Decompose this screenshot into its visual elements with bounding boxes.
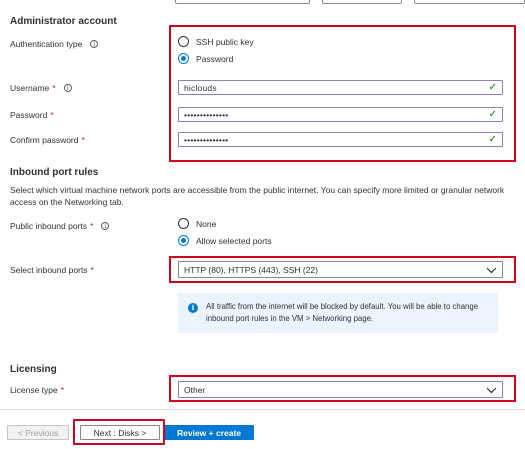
info-icon[interactable]: i [90, 40, 98, 48]
public-ports-label-text: Public inbound ports [10, 221, 88, 231]
select-ports-label-text: Select inbound ports [10, 265, 88, 275]
required-mark: * [90, 265, 94, 275]
next-disks-button[interactable]: Next : Disks > [80, 425, 160, 440]
radio-button[interactable] [178, 218, 189, 229]
public-radio-none-label: None [196, 218, 217, 229]
review-create-button[interactable]: Review + create [164, 425, 254, 440]
info-circle-icon: i [188, 303, 198, 313]
select-ports-value: HTTP (80), HTTPS (443), SSH (22) [184, 264, 318, 275]
select-ports-label [10, 265, 94, 275]
previous-button[interactable]: < Previous [7, 425, 69, 440]
password-value: •••••••••••••• [184, 109, 229, 120]
inbound-description: Select which virtual machine network ports are accessible from the public internet. You can specify more limited or granular network access on the Networking tab. [10, 185, 505, 207]
info-icon[interactable]: i [101, 222, 109, 230]
public-ports-label [10, 221, 109, 231]
required-mark: * [50, 110, 54, 120]
confirm-password-value: •••••••••••••• [184, 134, 229, 145]
confirm-password-label [10, 135, 85, 145]
highlight-license-type [169, 375, 516, 402]
public-radio-allow[interactable] [178, 235, 272, 246]
licensing-section-title: Licensing [10, 364, 57, 375]
license-type-label [10, 385, 64, 395]
license-type-value: Other [184, 384, 206, 395]
top-cropped-field-1 [175, 0, 310, 4]
highlight-select-ports [169, 256, 516, 283]
username-label [10, 83, 72, 93]
check-icon: ✓ [488, 81, 497, 93]
confirm-password-label-text: Confirm password [10, 135, 79, 145]
required-mark: * [81, 135, 85, 145]
top-cropped-field-2 [322, 0, 402, 4]
footer-divider [0, 409, 525, 410]
required-mark: * [52, 83, 56, 93]
username-label-text: Username [10, 83, 50, 93]
username-value: hiclouds [184, 82, 217, 93]
required-mark: * [60, 385, 65, 395]
info-message-text: All traffic from the internet will be blocked by default. You will be able to change inbound port rules in the VM > Networking page. [206, 302, 479, 323]
required-mark: * [90, 221, 94, 231]
auth-radio-ssh-label: SSH public key [196, 36, 254, 47]
auth-type-label-text: Authentication type [10, 39, 83, 49]
public-radio-allow-label: Allow selected ports [196, 235, 272, 246]
auth-type-label [10, 39, 98, 49]
check-icon: ✓ [488, 133, 497, 145]
password-label [10, 110, 54, 120]
password-label-text: Password [10, 110, 48, 120]
inbound-section-title: Inbound port rules [10, 167, 99, 178]
highlight-next-button [73, 419, 165, 445]
highlight-admin-fields [169, 25, 516, 162]
license-type-label-text: License type [10, 385, 58, 395]
radio-button-selected[interactable] [178, 235, 189, 246]
public-radio-none[interactable] [178, 218, 216, 229]
info-icon[interactable]: i [64, 84, 72, 92]
info-message-box [178, 293, 498, 333]
check-icon: ✓ [488, 108, 497, 120]
top-cropped-field-3 [414, 0, 525, 4]
admin-section-title: Administrator account [10, 16, 117, 27]
auth-radio-password-label: Password [196, 53, 234, 64]
